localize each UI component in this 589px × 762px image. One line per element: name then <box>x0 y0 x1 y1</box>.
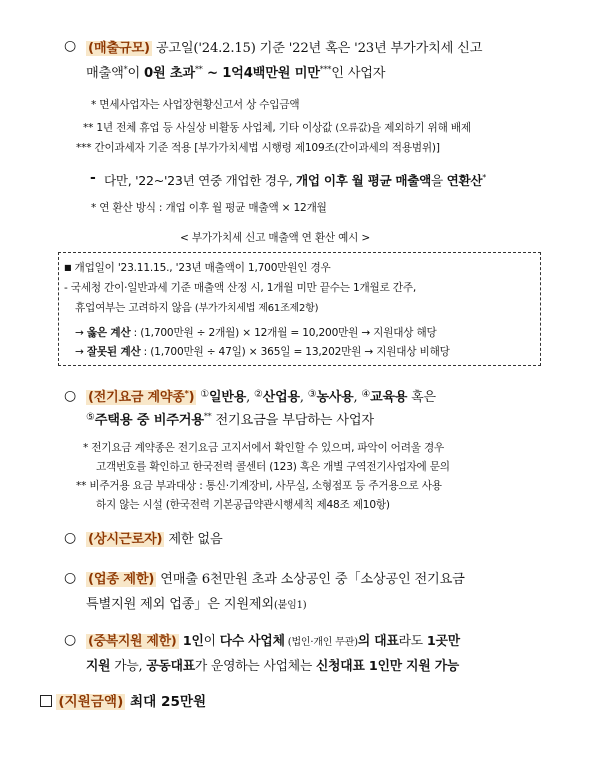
duplicate-line-2 <box>86 655 459 674</box>
num: ④ <box>361 389 371 400</box>
sup: * <box>123 65 128 74</box>
sales-note-1: * 면세사업자는 사업장현황신고서 상 수입금액 <box>91 99 300 111</box>
sales-min: 0원 초과 <box>143 66 195 81</box>
type-agri: 농사용 <box>316 390 354 405</box>
electric-label <box>86 390 196 405</box>
electric-line-2 <box>86 409 374 428</box>
electric-note-1b: 고객번호를 확인하고 한국전력 콜센터 (123) 혹은 개별 구역전기사업자에 문의 <box>96 461 450 473</box>
square-bullet-icon: ■ <box>64 263 72 272</box>
sales-note-2 <box>83 119 471 135</box>
text: 다만, '22~'23년 연중 개업한 경우, <box>104 173 297 188</box>
text: 의 대표 <box>357 634 399 649</box>
correct-label: 옳은 계산 <box>86 327 131 339</box>
conversion-note: * 연 환산 방식 : 개업 이후 월 평균 매출액 × 12개월 <box>91 202 327 214</box>
bullet-circle: ○ <box>64 388 77 404</box>
wrong-label: 잘못된 계산 <box>86 346 141 358</box>
num: ① <box>200 389 210 400</box>
electric-line-1: (전기요금 계약종*) ①일반용, ②산업용, ③농사용, ④교육용 혹은 <box>88 389 436 405</box>
sales-line-1-text: 공고일('24.2.15) 기준 '22년 혹은 '23년 부가가치세 신고 <box>155 41 483 56</box>
text: 특별지원 제외 업종」은 지원제외 <box>86 597 274 612</box>
sup: * <box>184 389 189 398</box>
type-general: 일반용 <box>209 390 247 405</box>
workers-line <box>86 528 223 547</box>
text: 다수 사업체 <box>219 634 285 649</box>
sup: *** <box>319 65 332 74</box>
text: 연환산 <box>446 173 483 188</box>
type-edu: 교육용 <box>370 390 408 405</box>
duplicate-line-1 <box>86 630 460 649</box>
num: ⑤ <box>86 412 95 423</box>
amount-label: (지원금액) <box>58 694 124 710</box>
electric-note-2a: ** 비주거용 요금 부과대상 : 통신·기계장비, 사무실, 소형점포 등 주거용으로 사용 <box>76 480 442 492</box>
amount-line <box>40 690 206 710</box>
arrow-icon: → <box>75 346 84 358</box>
num: ③ <box>307 389 317 400</box>
text: 전기요금을 부담하는 사업자 <box>211 413 374 428</box>
text: (오류값) <box>335 123 372 134</box>
bullet-circle: ○ <box>64 632 77 648</box>
example-line-2 <box>64 280 416 295</box>
correct-calc: : (1,700만원 ÷ 2개월) × 12개월 = 10,200만원 → 지원대상 해당 <box>130 327 437 339</box>
dash: - <box>64 282 68 294</box>
text: 개업 이후 월 평균 매출액 <box>296 173 432 188</box>
text: 인 사업자 <box>331 66 386 81</box>
bullet-circle: ○ <box>64 530 77 546</box>
example-title: < 부가가치세 신고 매출액 연 환산 예시 > <box>180 232 371 244</box>
type-industrial: 산업용 <box>262 390 300 405</box>
industry-line-1 <box>86 568 465 587</box>
conversion-line <box>104 170 486 189</box>
sales-term: 매출액 <box>86 66 124 81</box>
text: 1곳만 <box>426 634 460 649</box>
sup: ** <box>194 65 203 74</box>
text: 신청대표 1인만 지원 가능 <box>315 659 460 674</box>
square-bullet-icon <box>40 695 52 707</box>
sales-line-1 <box>86 37 482 56</box>
sales-note-3: *** 간이과세자 기준 적용 [부가가치세법 시행령 제109조(간이과세의 적용범위)] <box>76 142 440 154</box>
sup: ** <box>203 412 212 421</box>
workers-label: (상시근로자) <box>88 532 163 547</box>
text: 이 <box>203 634 220 649</box>
text: 을 제외하기 위해 배제 <box>371 122 471 134</box>
text: 가능, <box>110 659 147 674</box>
bullet-circle: ○ <box>64 570 77 586</box>
sales-max: ~ 1억4백만원 미만 <box>202 66 320 81</box>
example-line-1 <box>64 260 331 275</box>
text: 을 <box>431 173 447 188</box>
example-correct <box>75 325 437 340</box>
wrong-calc: : (1,700만원 ÷ 47일) × 365일 = 13,202만원 → 지원대상 비해당 <box>140 346 450 358</box>
electric-note-2b: 하지 않는 시설 (한국전력 기본공급약관시행세칙 제48조 제10항) <box>96 499 390 511</box>
example-line-3 <box>75 299 318 315</box>
text: (부가가치세법 제61조제2항) <box>194 303 319 314</box>
bullet-circle: ○ <box>64 38 77 54</box>
sales-line-2 <box>86 62 385 81</box>
text: 이 <box>127 66 144 81</box>
text: 휴업여부는 고려하지 않음 <box>75 302 195 314</box>
sup: * <box>482 173 486 182</box>
bullet-dash: - <box>90 170 96 186</box>
text: ** 1년 전체 휴업 등 사실상 비활동 사업체, 기타 이상값 <box>83 122 336 134</box>
industry-line-2 <box>86 593 306 612</box>
num: ② <box>253 389 263 400</box>
text: 라도 <box>398 634 427 649</box>
electric-note-1a: * 전기요금 계약종은 전기요금 고지서에서 확인할 수 있으며, 파악이 어려울 경우 <box>83 442 445 454</box>
text: (전기요금 계약종 <box>88 390 185 405</box>
text: 제한 없음 <box>164 532 223 547</box>
arrow-icon: → <box>75 327 84 339</box>
text: 연매출 6천만원 초과 소상공인 중「소상공인 전기요금 <box>156 572 465 587</box>
text: 공동대표 <box>146 659 195 674</box>
text: 국세청 간이·일반과세 기준 매출액 산정 시, 1개월 미만 끝수는 1개월로 간주, <box>70 282 417 294</box>
text: 혹은 <box>407 390 436 405</box>
text: 지원 <box>86 659 111 674</box>
text: (법인·개인 무관) <box>284 637 358 648</box>
amount-value: 최대 25만원 <box>125 694 207 710</box>
example-wrong <box>75 344 450 359</box>
text: (붙임1) <box>273 600 307 611</box>
duplicate-label: (중복지원 제한) <box>88 634 177 649</box>
text: 가 운영하는 사업체는 <box>194 659 316 674</box>
type-residential: 주택용 중 비주거용 <box>94 413 204 428</box>
industry-label: (업종 제한) <box>88 572 155 587</box>
text: 개업일이 '23.11.15., '23년 매출액이 1,700만원인 경우 <box>74 262 331 274</box>
text: ) <box>188 390 195 405</box>
text: 1인 <box>178 634 204 649</box>
sales-label: (매출규모) <box>88 41 150 56</box>
